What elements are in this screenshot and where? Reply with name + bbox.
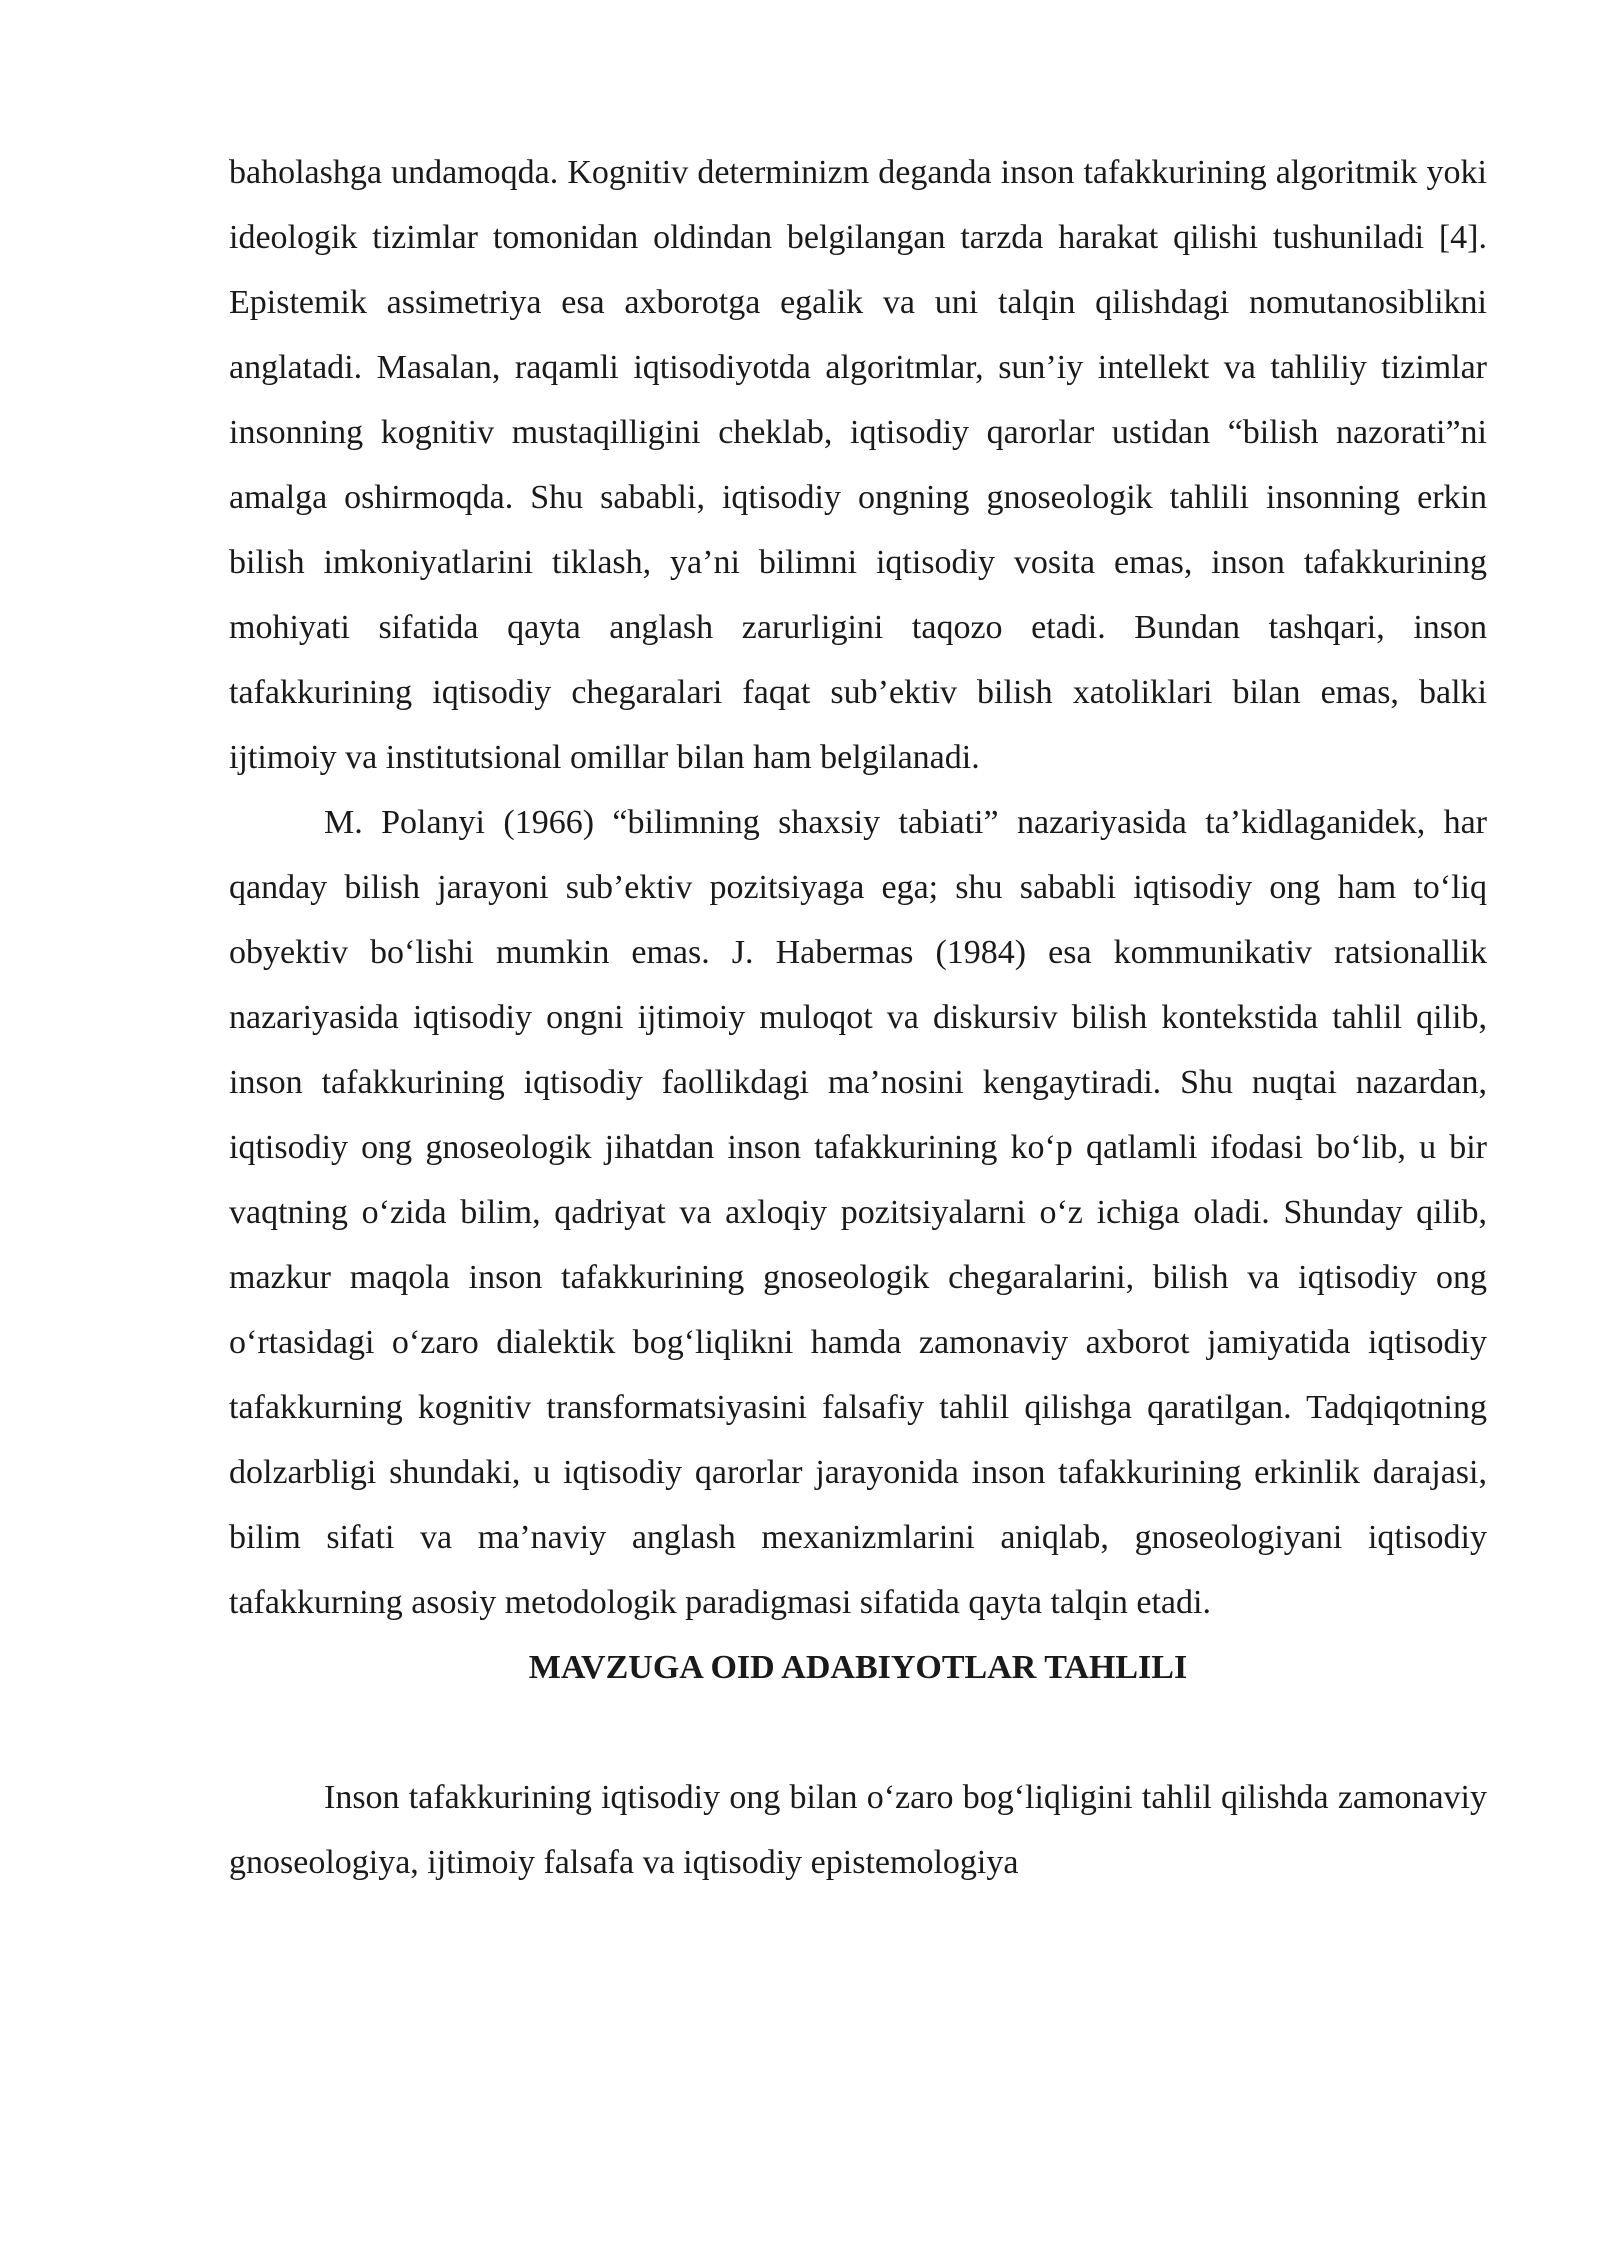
document-page [229,140,1487,1895]
paragraph-literature-review: Inson tafakkurining iqtisodiy ong bilan o‘zaro bog‘liqligini tahlil qilishda zamonaviy gnoseologiya, ijtimoiy falsafa va iqtisodiy epistemologiya [229,1779,1487,1881]
section-heading: MAVZUGA OID ADABIYOTLAR TAHLILI [528,1649,1188,1686]
paragraph-continuation: baholashga undamoqda. Kognitiv determinizm deganda inson tafakkurining algoritmik yoki ideologik tizimlar tomonidan oldindan belgilangan tarzda harakat qilishi tushuniladi [4]. Epistemik assimetriya esa axborotga egalik va uni talqin qilishdagi nomutanosiblikni anglatadi. Masalan, raqamli iqtisodiyotda algoritmlar, sun’iy intellekt va tahliliy tizimlar insonning kognitiv mustaqilligini cheklab, iqtisodiy qarorlar ustidan “bilish nazorati”ni amalga oshirmoqda. Shu sababli, iqtisodiy ongning gnoseologik tahlili insonning erkin bilish imkoniyatlarini tiklash, ya’ni bilimni iqtisodiy vosita emas, inson tafakkurining mohiyati sifatida qayta anglash zarurligini taqozo etadi. Bundan tashqari, inson tafakkurining iqtisodiy chegaralari faqat sub’ektiv bilish xatoliklari bilan emas, balki ijtimoiy va institutsional omillar bilan ham belgilanadi. [229,154,1487,776]
heading-spacer [229,1700,1487,1765]
paragraph-polanyi-habermas: M. Polanyi (1966) “bilimning shaxsiy tabiati” nazariyasida ta’kidlaganidek, har qanday bilish jarayoni sub’ektiv pozitsiyaga ega; shu sababli iqtisodiy ong ham to‘liq obyektiv bo‘lishi mumkin emas. J. Habermas (1984) esa kommunikativ ratsionallik nazariyasida iqtisodiy ongni ijtimoiy muloqot va diskursiv bilish kontekstida tahlil qilib, inson tafakkurining iqtisodiy faollikdagi ma’nosini kengaytiradi. Shu nuqtai nazardan, iqtisodiy ong gnoseologik jihatdan inson tafakkurining ko‘p qatlamli ifodasi bo‘lib, u bir vaqtning o‘zida bilim, qadriyat va axloqiy pozitsiyalarni o‘z ichiga oladi. Shunday qilib, mazkur maqola inson tafakkurining gnoseologik chegaralarini, bilish va iqtisodiy ong o‘rtasidagi o‘zaro dialektik bog‘liqlikni hamda zamonaviy axborot jamiyatida iqtisodiy tafakkurning kognitiv transformatsiyasini falsafiy tahlil qilishga qaratilgan. Tadqiqotning dolzarbligi shundaki, u iqtisodiy qarorlar jarayonida inson tafakkurining erkinlik darajasi, bilim sifati va ma’naviy anglash mexanizmlarini aniqlab, gnoseologiyani iqtisodiy tafakkurning asosiy metodologik paradigmasi sifatida qayta talqin etadi. [229,804,1487,1621]
